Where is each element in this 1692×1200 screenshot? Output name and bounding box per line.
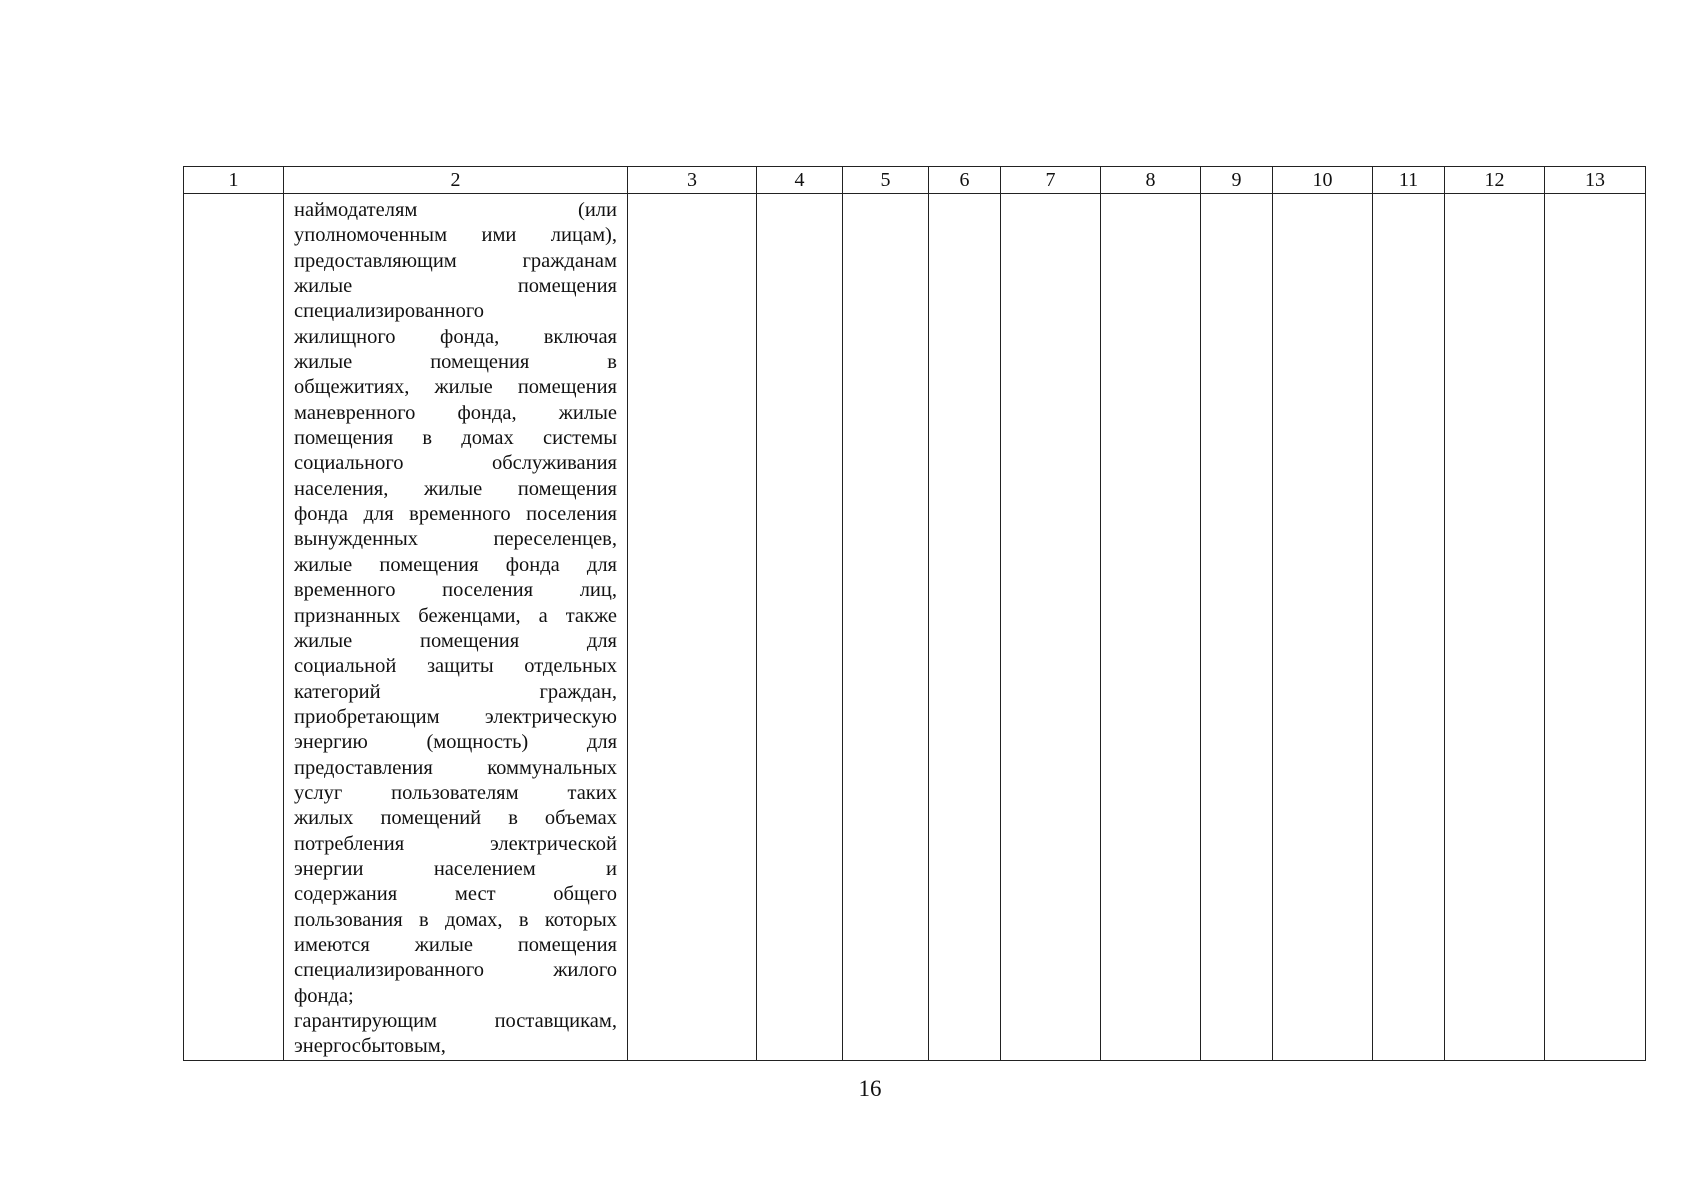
text-word: жилого: [553, 959, 617, 982]
text-word: коммунальных: [487, 756, 617, 779]
header-cell: 6: [929, 167, 1001, 194]
text-line: [294, 958, 617, 983]
table-cell: [1201, 194, 1273, 1061]
text-word: общего: [553, 883, 617, 906]
text-word: потребления: [294, 832, 405, 855]
text-word: лиц,: [579, 579, 617, 602]
text-word: приобретающим: [294, 705, 440, 728]
text-word: поставщикам,: [494, 1010, 617, 1032]
text-word: а: [538, 604, 548, 627]
text-word: маневренного: [294, 401, 416, 424]
text-line: [294, 806, 617, 831]
text-word: жилые: [294, 553, 353, 576]
text-word: энергии: [294, 857, 364, 880]
table-cell: [1273, 194, 1373, 1061]
text-word: специализированного: [294, 300, 485, 323]
text-word: социального: [294, 452, 404, 475]
text-word: домах: [461, 427, 514, 450]
text-word: населением: [433, 857, 536, 880]
text-word: (мощность): [426, 731, 529, 754]
text-line: [294, 654, 617, 679]
text-word: жилые: [294, 351, 353, 374]
description-cell: [284, 194, 628, 1061]
text-word: обслуживания: [491, 452, 617, 475]
text-word: помещения: [517, 933, 617, 956]
text-word: помещения: [419, 629, 520, 652]
text-word: защиты: [426, 655, 494, 678]
text-line: [294, 857, 617, 882]
text-line: [294, 781, 617, 806]
text-word: для: [586, 553, 617, 576]
text-line: [294, 705, 617, 730]
text-word: которых: [544, 908, 617, 931]
text-word: жилищного: [294, 325, 396, 348]
text-line: [294, 477, 617, 502]
text-word: для: [586, 629, 617, 652]
text-word: уполномоченным: [294, 224, 448, 247]
text-line: [294, 730, 617, 755]
text-word: признанных: [294, 604, 401, 627]
text-word: системы: [543, 427, 617, 450]
text-word: вынужденных: [294, 528, 419, 551]
text-line: [294, 198, 617, 223]
header-cell: 11: [1373, 167, 1445, 194]
table-cell: [757, 194, 843, 1061]
text-line: [294, 502, 617, 527]
text-word: помещений: [380, 807, 482, 830]
text-line: [294, 933, 617, 958]
text-word: пользования: [294, 908, 403, 931]
header-cell: 12: [1445, 167, 1545, 194]
text-line: [294, 325, 617, 350]
text-line: [294, 1009, 617, 1034]
text-word: для: [586, 731, 617, 754]
text-word: ими: [481, 224, 517, 247]
text-line: [294, 350, 617, 375]
text-word: жилые: [423, 477, 483, 500]
header-cell: 7: [1001, 167, 1101, 194]
text-line: [294, 299, 617, 324]
header-cell: 13: [1545, 167, 1646, 194]
table-cell: [1545, 194, 1646, 1061]
text-word: помещения: [517, 275, 617, 298]
text-line: [294, 984, 617, 1009]
text-word: отдельных: [524, 655, 617, 678]
text-word: жилые: [558, 401, 617, 424]
text-word: предоставления: [294, 756, 433, 779]
text-line: [294, 249, 617, 274]
text-word: жилых: [294, 807, 354, 830]
text-word: фонда,: [440, 325, 500, 348]
text-line: [294, 274, 617, 299]
table-cell: [1001, 194, 1101, 1061]
text-line: [294, 680, 617, 705]
text-word: специализированного: [294, 959, 485, 982]
text-word: содержания: [294, 883, 398, 906]
text-line: [294, 1034, 617, 1059]
text-word: общежитиях,: [294, 376, 410, 399]
text-word: энергосбытовым,: [294, 1035, 446, 1058]
text-word: в: [508, 807, 518, 830]
text-word: гражданам: [522, 249, 617, 272]
header-cell: 4: [757, 167, 843, 194]
text-word: в: [518, 908, 529, 931]
header-cell: 10: [1273, 167, 1373, 194]
text-word: временного: [409, 503, 511, 526]
text-word: фонда;: [294, 984, 354, 1007]
header-cell: 5: [843, 167, 929, 194]
text-line: [294, 375, 617, 400]
text-line: [294, 553, 617, 578]
text-word: помещения: [430, 351, 530, 374]
text-word: объемах: [544, 807, 617, 830]
text-line: [294, 451, 617, 476]
header-cell: 2: [284, 167, 628, 194]
page-number: 16: [858, 1076, 882, 1101]
text-word: для: [363, 503, 394, 526]
text-line: [294, 908, 617, 933]
text-line: [294, 629, 617, 654]
text-line: [294, 756, 617, 781]
header-cell: 8: [1101, 167, 1201, 194]
text-word: услуг: [294, 781, 343, 804]
header-cell: 1: [184, 167, 284, 194]
text-word: временного: [294, 579, 396, 602]
text-word: домах,: [444, 908, 503, 931]
text-line: [294, 527, 617, 552]
table-cell: [1101, 194, 1201, 1061]
text-word: переселенцев,: [493, 528, 617, 551]
text-word: лицам),: [550, 224, 617, 247]
table-cell: [184, 194, 284, 1061]
text-word: электрической: [489, 832, 617, 855]
table-cell: [1373, 194, 1445, 1061]
text-line: [294, 426, 617, 451]
text-word: (или: [578, 199, 617, 221]
text-word: фонда,: [457, 401, 517, 424]
text-word: включая: [543, 325, 617, 348]
text-line: [294, 401, 617, 426]
text-word: гарантирующим: [294, 1010, 438, 1032]
text-word: фонда: [294, 503, 349, 526]
text-word: жилые: [414, 933, 473, 956]
text-word: пользователям: [391, 781, 519, 804]
table-cell: [929, 194, 1001, 1061]
text-line: [294, 578, 617, 603]
header-cell: 3: [628, 167, 757, 194]
text-word: мест: [454, 883, 496, 906]
table-cell: [1445, 194, 1545, 1061]
text-word: поселения: [442, 579, 534, 602]
header-cell: 9: [1201, 167, 1273, 194]
header-row: [184, 167, 1646, 194]
text-word: предоставляющим: [294, 249, 457, 272]
text-word: беженцами,: [418, 604, 521, 627]
text-word: таких: [567, 781, 617, 804]
text-line: [294, 882, 617, 907]
text-word: жилые: [294, 629, 353, 652]
table-cell: [843, 194, 929, 1061]
text-word: помещения: [517, 477, 617, 500]
text-word: в: [607, 351, 617, 374]
table-cell: [628, 194, 757, 1061]
text-word: фонда: [505, 553, 560, 576]
text-word: в: [418, 908, 429, 931]
document-table: [183, 166, 1646, 1061]
text-word: граждан,: [539, 680, 617, 703]
text-word: энергию: [294, 731, 368, 754]
text-word: жилые: [294, 275, 353, 298]
text-word: помещения: [379, 553, 479, 576]
text-line: [294, 604, 617, 629]
text-word: также: [565, 604, 617, 627]
text-word: помещения: [294, 427, 394, 450]
text-word: жилые: [434, 376, 493, 399]
text-word: поселения: [526, 503, 617, 526]
text-word: населения,: [294, 477, 389, 500]
text-line: [294, 832, 617, 857]
text-word: социальной: [294, 655, 397, 678]
text-word: наймодателям: [294, 199, 418, 221]
text-word: категорий: [294, 680, 381, 703]
text-line: [294, 223, 617, 248]
text-word: помещения: [517, 376, 617, 399]
table-row: [184, 194, 1646, 1061]
text-word: в: [422, 427, 433, 450]
text-word: и: [606, 857, 617, 880]
text-word: имеются: [294, 933, 370, 956]
text-word: электрическую: [484, 705, 617, 728]
